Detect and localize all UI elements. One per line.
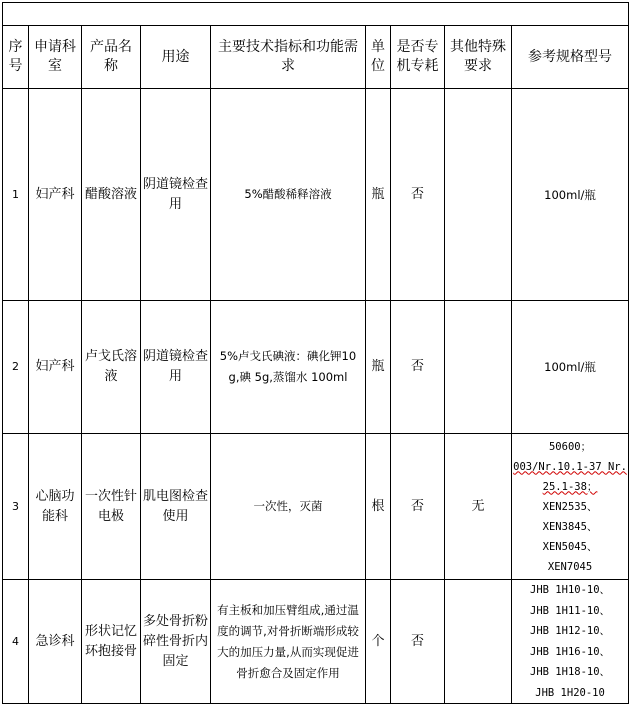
spec-line: XEN3845、 (542, 520, 598, 533)
header-use: 用途 (141, 26, 211, 89)
spec-line: JHB 1H11-10、 (530, 604, 611, 617)
spec-line: 50600； (548, 440, 592, 453)
row-unit: 根 (366, 434, 391, 580)
header-dedicated: 是否专机专耗 (391, 26, 445, 89)
row-spec: 100ml/瓶 (512, 89, 629, 301)
table-row (3, 580, 629, 704)
row-product: 醋酸溶液 (82, 89, 141, 301)
spec-line: XEN7045 (547, 560, 593, 573)
header-tech: 主要技术指标和功能需求 (211, 26, 366, 89)
row-dept: 妇产科 (29, 89, 82, 301)
spec-line: XEN5045、 (542, 540, 598, 553)
procurement-table (2, 2, 629, 704)
row-dedicated: 否 (391, 89, 445, 301)
row-special (445, 580, 512, 704)
row-unit: 瓶 (366, 89, 391, 301)
row-dedicated: 否 (391, 434, 445, 580)
row-product: 卢戈氏溶液 (82, 301, 141, 434)
spec-line: JHB 1H18-10、 (530, 666, 611, 678)
row-special (445, 89, 512, 301)
row-seq: 1 (3, 89, 29, 301)
row-dept: 妇产科 (29, 301, 82, 434)
header-unit: 单位 (366, 26, 391, 89)
row-use: 多处骨折粉碎性骨折内固定 (141, 580, 211, 704)
spec-line: 003/Nr.10.1-37 Nr.25.1-38； (513, 460, 627, 493)
table-row (3, 89, 629, 301)
row-dept: 急诊科 (29, 580, 82, 704)
row-seq: 3 (3, 434, 29, 580)
table-row (3, 434, 629, 580)
row-dedicated: 否 (391, 301, 445, 434)
row-dedicated: 否 (391, 580, 445, 704)
row-unit: 个 (366, 580, 391, 704)
header-product: 产品名称 (82, 26, 141, 89)
row-product: 一次性针电极 (82, 434, 141, 580)
row-seq: 4 (3, 580, 29, 704)
spec-line: JHB 1H12-10、 (530, 625, 611, 637)
row-use: 阴道镜检查用 (141, 301, 211, 434)
row-product: 形状记忆环抱接骨 (82, 580, 141, 704)
row-spec (512, 434, 629, 580)
row-unit: 瓶 (366, 301, 391, 434)
row-special: 无 (445, 434, 512, 580)
row-seq: 2 (3, 301, 29, 434)
header-seq: 序号 (3, 26, 29, 89)
title-row (3, 3, 629, 26)
row-use: 肌电图检查使用 (141, 434, 211, 580)
spec-line: JHB 1H20-10 (535, 686, 605, 699)
header-spec: 参考规格型号 (512, 26, 629, 89)
row-special (445, 301, 512, 434)
header-dept: 申请科室 (29, 26, 82, 89)
row-use: 阴道镜检查用 (141, 89, 211, 301)
spec-line: JHB 1H10-10、 (530, 584, 611, 596)
row-tech: 一次性，灭菌 (211, 434, 366, 580)
row-spec (512, 580, 629, 704)
header-row (3, 26, 629, 89)
title-cell (3, 3, 629, 26)
spec-line: JHB 1H16-10、 (530, 645, 611, 658)
row-spec: 100ml/瓶 (512, 301, 629, 434)
row-tech: 5%卢戈氏碘液：碘化钾10g,碘 5g,蒸馏水 100ml (211, 301, 366, 434)
row-tech: 5%醋酸稀释溶液 (211, 89, 366, 301)
table-row (3, 301, 629, 434)
row-dept: 心脑功能科 (29, 434, 82, 580)
row-tech: 有主板和加压臂组成,通过温度的调节,对骨折断端形成较大的加压力量,从而实现促进骨折愈合及固定作用 (211, 580, 366, 704)
spec-line: XEN2535、 (542, 500, 598, 513)
header-special: 其他特殊要求 (445, 26, 512, 89)
